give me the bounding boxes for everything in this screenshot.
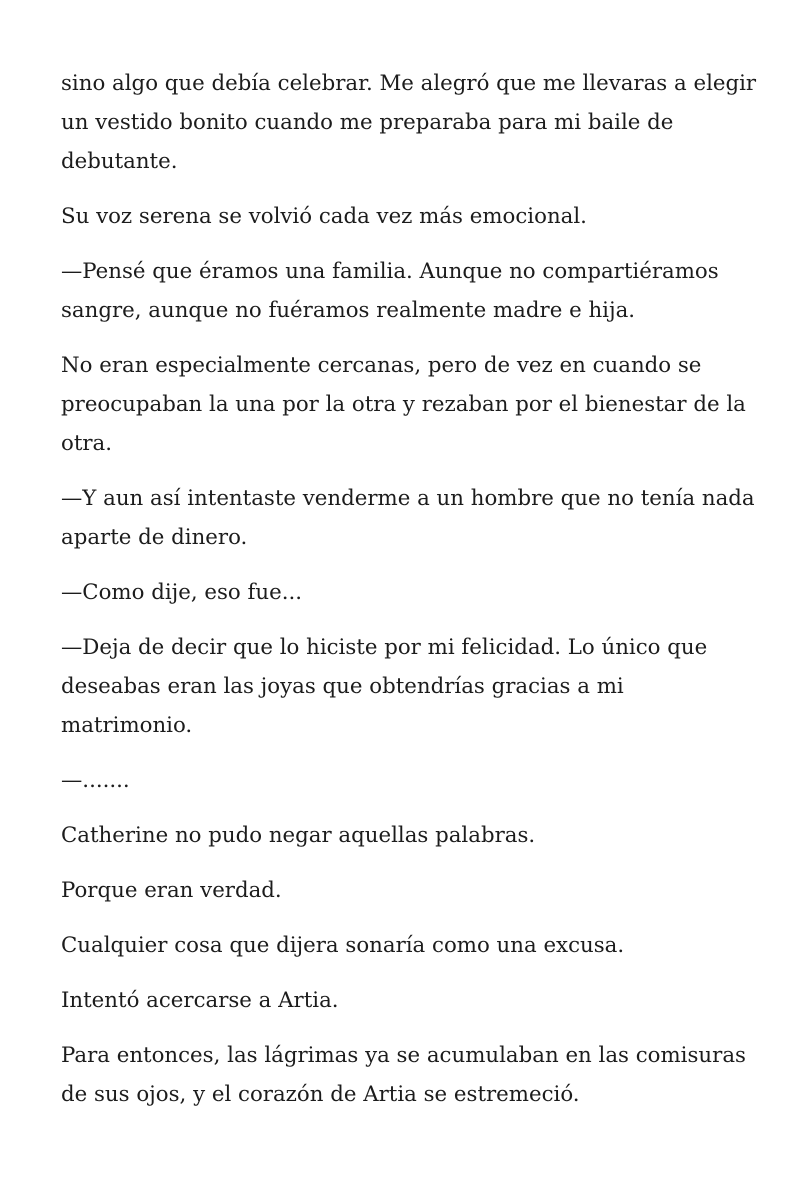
paragraph: —....... [61,768,130,793]
paragraph: Intentó acercarse a Artia. [61,988,339,1013]
paragraph: Cualquier cosa que dijera sonaría como una excusa. [61,933,625,958]
paragraph: No eran especialmente cercanas, pero de vez en cuando se preocupaban la una por la otra y rezaban por el bienestar de la otra. [61,353,746,456]
paragraph: Catherine no pudo negar aquellas palabras. [61,823,536,848]
paragraph: —Deja de decir que lo hiciste por mi felicidad. Lo único que deseabas eran las joyas que obtendrías gracias a mi matrimonio. [61,635,708,738]
paragraph: Para entonces, las lágrimas ya se acumulaban en las comisuras de sus ojos, y el corazón de Artia se estremeció. [61,1043,746,1107]
paragraph: —Como dije, eso fue... [61,580,303,605]
paragraph: Porque eran verdad. [61,878,282,903]
paragraph: sino algo que debía celebrar. Me alegró que me llevaras a elegir un vestido bonito cuando me preparaba para mi baile de debutante. [61,71,757,174]
paragraph: —Y aun así intentaste venderme a un hombre que no tenía nada aparte de dinero. [61,486,755,550]
reader-page [61,64,761,1130]
paragraph: Su voz serena se volvió cada vez más emocional. [61,204,587,229]
paragraph: —Pensé que éramos una familia. Aunque no compartiéramos sangre, aunque no fuéramos realmente madre e hija. [61,259,719,323]
